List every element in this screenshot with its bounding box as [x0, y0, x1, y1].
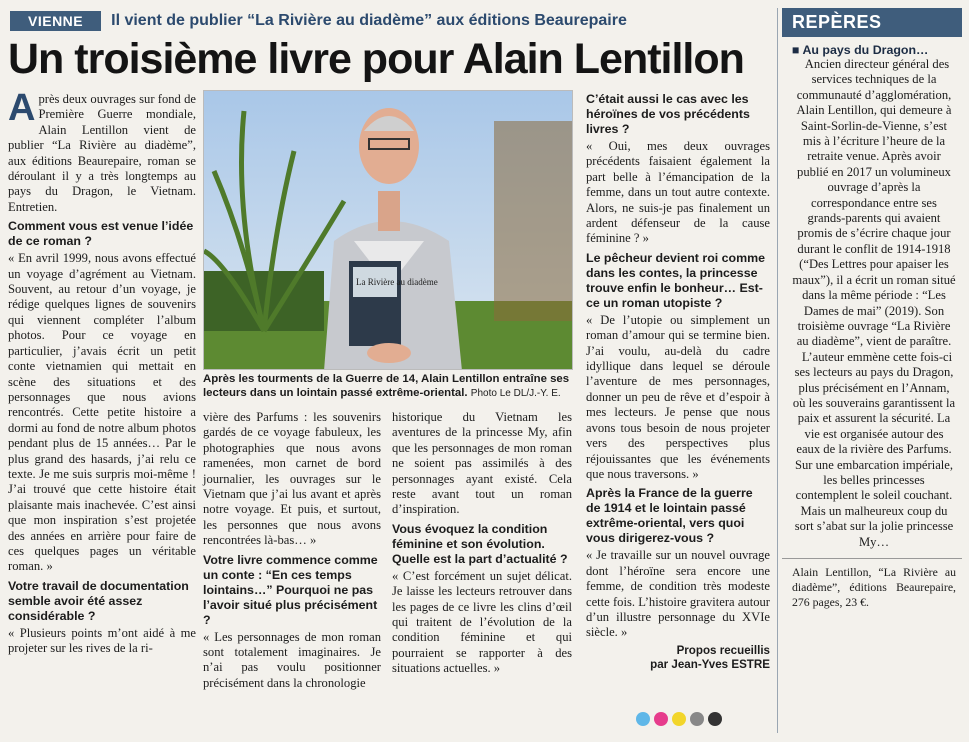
reperes-sidebar	[782, 8, 962, 733]
photo-caption	[203, 372, 575, 401]
print-mark-dot	[672, 712, 686, 726]
column-3	[392, 410, 572, 680]
answer-2: « Plusieurs points m’ont aidé à me projeter sur les rives de la ri-	[8, 625, 196, 656]
print-mark-dot	[690, 712, 704, 726]
intro-text: près deux ouvrages sur fond de Première Guerre mondiale, Alain Lentillon vient de publier “La Rivière au diadème”, aux éditions Beaurepaire, roman se déroulant il y a très longtemps au pays du Dragon, le Vietnam. Entretien.	[8, 92, 196, 214]
photo-illustration	[204, 91, 573, 370]
question-7: Après la France de la guerre de 1914 et le lointain passé extrême-oriental, vers quoi vous dirigerez-vous ?	[586, 486, 753, 546]
intro-paragraph	[8, 87, 196, 215]
byline-1: Propos recueillis	[676, 643, 770, 657]
column-4	[586, 92, 770, 672]
photo-credit: Photo Le DL/J.-Y. E.	[470, 388, 561, 399]
answer-2-continued: vière des Parfums : les souvenirs gardés de ce voyage fabuleux, les photographies que nous avons ramenées, mon carnet de bord journalier, les ouvrages sur le Vietnam que j’ai lus avant et après notre voyage. Et puis, et surtout, les personnes que nous avons rencontrées là-bas… »	[203, 410, 381, 548]
sidebar-body	[782, 57, 962, 550]
answer-5: « Oui, mes deux ouvrages précédents faisaient également la part belle à l’émancipation de la femme, dans un tout autre contexte. Alors, ne suis-je pas finalement un ardent défenseur de la cause féminine ? »	[586, 139, 770, 246]
answer-3-continued: historique du Vietnam les aventures de la princesse My, afin que les personnages de mon roman ne soient pas assimilés à des personnages ayant existé. Cela reste avant tout un roman d’inspiration.	[392, 410, 572, 517]
question-4: Vous évoquez la condition féminine et son évolution. Quelle est la part d’actualité ?	[392, 521, 568, 566]
column-divider	[777, 8, 778, 733]
print-mark-dot	[654, 712, 668, 726]
question-2: Votre travail de documentation semble avoir été assez considérable ?	[8, 578, 189, 623]
sidebar-paragraph-2: L’auteur emmène cette fois-ci ses lecteurs au pays du Dragon, plus précisément en l’Annam, où les souverains garantissent la paix et assurent la sécurité. La vie est organisée autour des eaux de la rivière des Parfums. Sur une embarcation impériale, les belles princesses contemplent le soleil couchant. Mais un malheureux coup du sort s’abat sur la jolie princesse My…	[792, 349, 956, 549]
section-tag: VIENNE	[10, 11, 101, 31]
drop-cap: A	[8, 87, 36, 129]
print-color-marks	[636, 712, 722, 726]
answer-1: « En avril 1999, nous avons effectué un voyage d’agrément au Vietnam. Souvent, au retour d’un voyage, je rédige quelques lignes de souvenirs qui viennent compléter l’album photos. Pour ce voyage en particulier, j’avais écrit un petit conte vietnamien qui mettait en scène des situations et des personnages que nous avions rencontrés. Cette petite histoire a dormi au fond de notre album photos pendant plus de 15 années… Par le plus grand des hasards, j’ai relu ce texte. Je me suis surpris moi-même ! J’ai trouvé que cette histoire était plaisante mais inachevée. C’est ainsi que mon inspiration s’est projetée des années en arrière pour faire de ces quelques pages un véritable roman. »	[8, 251, 196, 574]
answer-4: « C’est forcément un sujet délicat. Je laisse les lecteurs retrouver dans les pages de ce livre les clins d’œil qui traitent de l’évolution de la condition féminine et qui pourraient se rapporter à des situations actuelles. »	[392, 568, 572, 676]
author-photo	[203, 90, 573, 370]
answer-6: « De l’utopie ou simplement un roman d’amour qui se termine bien. J’ai voulu, au-delà du cadre idyllique dans lequel se déroule l’aventure de mes personnages, donner un peu de rêve et d’espoir à mes lecteurs. Je pense que nous avons tous besoin de nous projeter vers des perspectives plus réjouissantes que les événements que nous traversons. »	[586, 312, 770, 481]
caption-text: Après les tourments de la Guerre de 14, Alain Lentillon entraîne ses lecteurs dans un lointain passé extrême-oriental.	[203, 373, 570, 399]
sidebar-title: REPÈRES	[782, 8, 962, 37]
answer-7: « Je travaille sur un nouvel ouvrage dont l’héroïne sera encore une femme, de condition très modeste cette fois. L’histoire gravitera autour d’un illustre personnage du XVIe siècle. »	[586, 548, 770, 640]
photo-book-title: La Rivière au diadème	[356, 277, 438, 287]
sidebar-subtitle: ■ Au pays du Dragon…	[792, 43, 929, 57]
question-6: Le pêcheur devient roi comme dans les contes, la princesse trouve enfin le bonheur… Est-ce un roman utopiste ?	[586, 250, 766, 310]
kicker-text: Il vient de publier “La Rivière au diadème” aux éditions Beaurepaire	[111, 12, 627, 29]
sidebar-paragraph-1: Ancien directeur général des services techniques de la communauté d’agglomération, Alain Lentillon, qui demeure à Saint-Sorlin-de-Vienne, s’est mis à l’écriture l’heure de la retraite venue. Après avoir publié en 2017 un volumineux ouvrage d’après la correspondance entre ses grands-parents qui avaient promis de s’écrire chaque jour durant le conflit de 1914-1918 (“Des Lettres pour apaiser les maux”), il a écrit un roman situé dans la même période : “Les Dames de mai” (2019). Son troisième ouvrage “La Rivière au diadème”, vient de paraître.	[792, 57, 956, 349]
question-1: Comment vous est venue l’idée de ce roman ?	[8, 219, 194, 249]
column-2	[203, 410, 381, 694]
column-1	[8, 87, 196, 660]
question-5: C’était aussi le cas avec les héroïnes de vos précédents livres ?	[586, 92, 750, 136]
byline-2: par Jean-Yves ESTRE	[650, 657, 770, 671]
question-3: Votre livre commence comme un conte : “En ces temps lointains…” Pourquoi ne pas l’avoir situé plus précisément ?	[203, 552, 378, 627]
print-mark-dot	[708, 712, 722, 726]
headline: Un troisième livre pour Alain Lentillon	[8, 35, 744, 83]
kicker-row	[10, 10, 770, 32]
print-mark-dot	[636, 712, 650, 726]
answer-3: « Les personnages de mon roman sont totalement imaginaires. Je n’ai pas voulu positionner précisément dans la chronologie	[203, 629, 381, 690]
book-info: Alain Lentillon, “La Rivière au diadème”, éditions Beaurepaire, 276 pages, 23 €.	[782, 558, 962, 610]
